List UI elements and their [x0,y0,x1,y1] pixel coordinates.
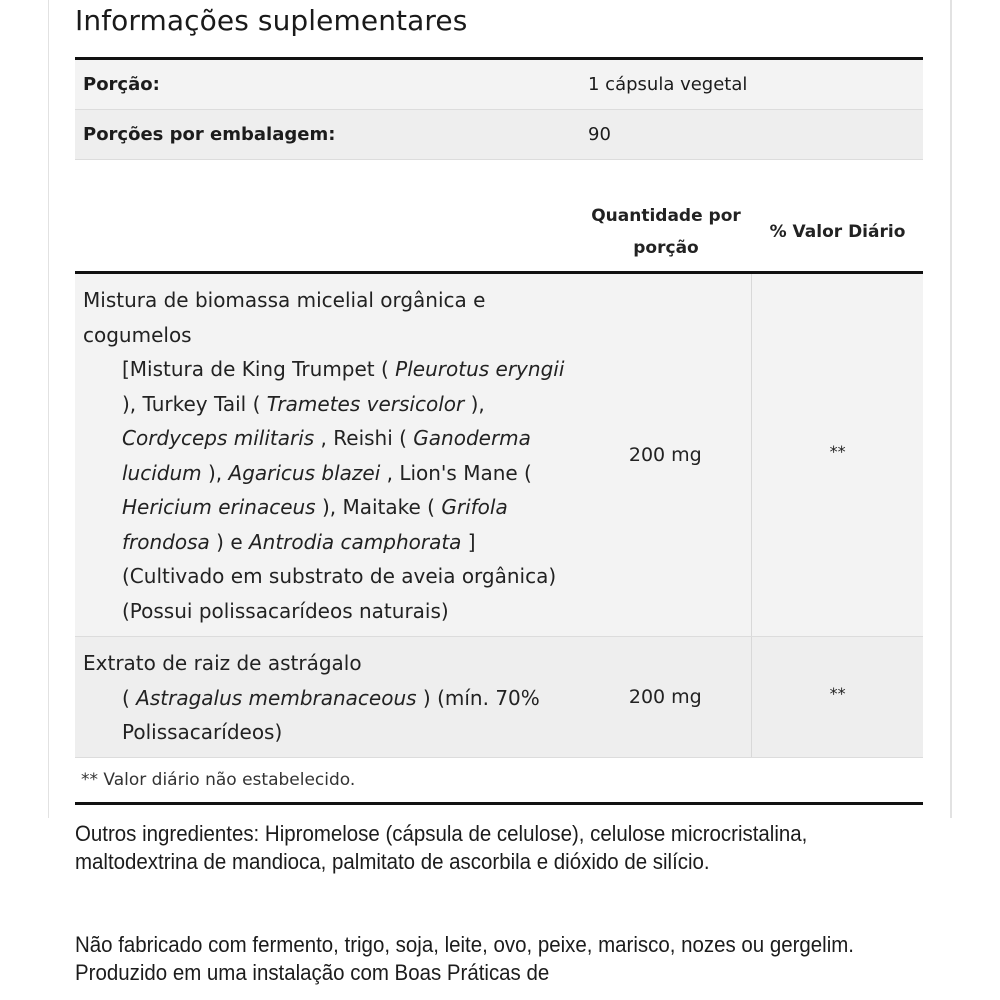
ingredient-name-cell [75,637,579,757]
page-title: Informações suplementares [75,4,468,37]
serving-size-value: 1 cápsula vegetal [588,74,748,95]
ingredient-name-cell [75,274,579,636]
ingredient-daily-value: ** [829,683,846,703]
servings-per-container-label: Porções por embalagem: [83,124,336,145]
header-daily-value: % Valor Diário [769,221,906,242]
ingredient-amount: 200 mg [579,637,752,757]
servings-per-container-value: 90 [588,124,611,145]
ingredient-name: Mistura de biomassa micelial orgânica e cogumelos [83,288,486,347]
ingredient-note: (Possui polissacarídeos naturais) [122,598,449,623]
ingredient-row [75,274,923,637]
servings-per-container-row [75,110,923,160]
divider-thick [75,802,923,805]
frame-border-right [950,0,952,818]
header-amount-line1: Quantidade por [591,205,741,226]
ingredient-detail: [Mistura de King Trumpet ( Pleurotus eryngii ), Turkey Tail ( Trametes versicolor ), Cordyceps militaris , Reishi ( Ganoderma lucidum ), Agaricus blazei , Lion's Mane ( Hericium erinaceus ), Maitake ( Grifola frondosa ) e Antrodia camphorata ] (Cultivado em substrato de aveia orgânica) (Possui polissacarídeos naturais) [122,357,565,623]
serving-size-row [75,60,923,110]
serving-size-label: Porção: [83,74,160,95]
allergen-statement-text: Não fabricado com fermento, trigo, soja, leite, ovo, peixe, marisco, nozes ou gergelim. Produzido em uma instalação com Boas Práticas de [75,932,854,985]
ingredient-amount: 200 mg [579,274,752,636]
ingredient-row [75,637,923,758]
table-header-row [75,192,923,271]
ingredient-detail: ( Astragalus membranaceous ) (mín. 70% Polissacarídeos) [122,685,540,744]
other-ingredients-text: Outros ingredientes: Hipromelose (cápsula de celulose), celulose microcristalina, maltodextrina de mandioca, palmitato de ascorbila e dióxido de silício. [75,821,808,874]
supplement-facts-table [75,57,923,805]
ingredient-name: Extrato de raiz de astrágalo [83,651,362,675]
daily-value-footnote: ** Valor diário não estabelecido. [81,770,356,790]
header-amount-line2: porção [633,237,699,258]
frame-border-left [48,0,49,818]
header-amount-per-serving [580,200,752,264]
ingredient-note: (Cultivado em substrato de aveia orgânica) [122,564,557,588]
ingredient-daily-value: ** [829,441,846,461]
